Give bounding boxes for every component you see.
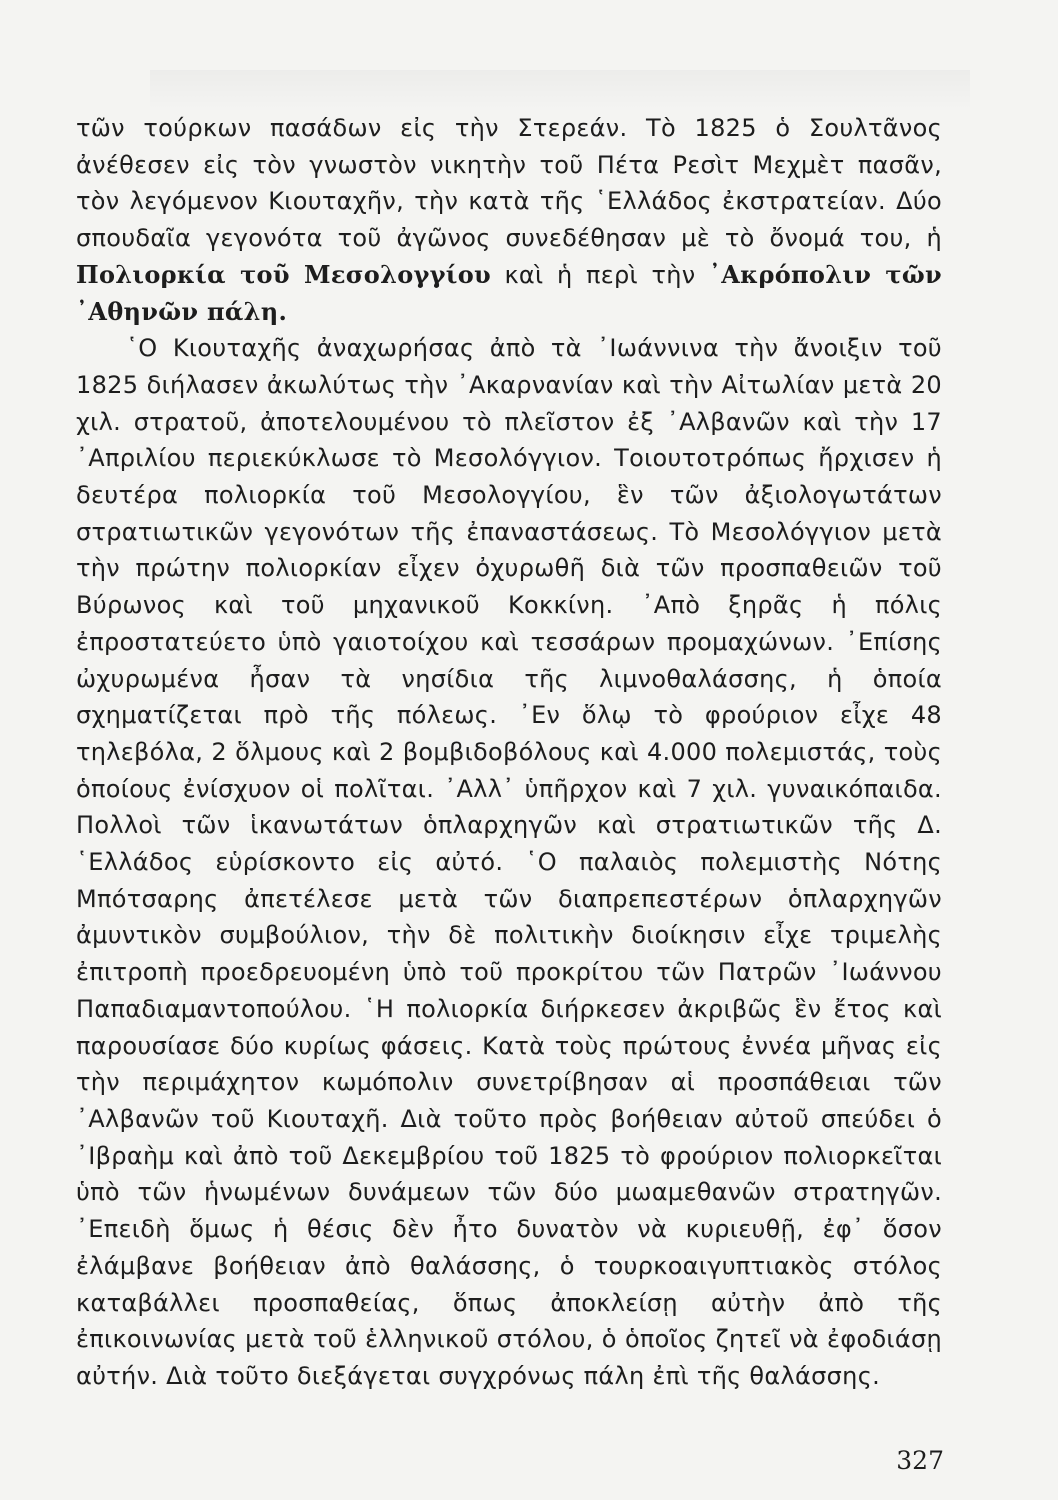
paragraph-2: ῾Ο Κιουταχῆς ἀναχωρήσας ἀπὸ τὰ ᾿Ιωάννινα τὴν ἄνοιξιν τοῦ 1825 διήλασεν ἀκωλύτως τὴν ᾿Ακαρνανίαν καὶ τὴν Αἰτωλίαν μετὰ 20 χιλ. στρατοῦ, ἀποτελουμένου τὸ πλεῖστον ἐξ ᾿Αλβανῶν καὶ τὴν 17 ᾿Απριλίου περιεκύκλωσε τὸ Μεσολόγγιον. Τοιουτοτρόπως ἤρχισεν ἡ δευτέρα πολιορκία τοῦ Μεσολογγίου, ἓν τῶν ἀξιολογωτάτων στρατιωτικῶν γεγονότων τῆς ἐπαναστάσεως. Τὸ Μεσολόγγιον μετὰ τὴν πρώτην πολιορκίαν εἶχεν ὀχυρωθῆ διὰ τῶν προσπαθειῶν τοῦ Βύρωνος καὶ τοῦ μηχανικοῦ Κοκκίνη. ᾿Απὸ ξηρᾶς ἡ πόλις ἐπροστατεύετο ὑπὸ γαιοτοίχου καὶ τεσσάρων προμαχώνων. ᾿Επίσης ὠχυρωμένα ἦσαν τὰ νησίδια τῆς λιμνοθαλάσσης, ἡ ὁποία σχηματίζεται πρὸ τῆς πόλεως. ᾿Εν ὅλῳ τὸ φρούριον εἶχε 48 τηλεβόλα, 2 ὅλμους καὶ 2 βομβιδοβόλους καὶ 4.000 πολεμιστάς, τοὺς ὁποίους ἐνίσχυον οἱ πολῖται. ᾿Αλλ᾿ ὑπῆρχον καὶ 7 χιλ. γυναικόπαιδα. Πολλοὶ τῶν ἱκανωτάτων ὁπλαρχηγῶν καὶ στρατιωτικῶν τῆς Δ. ῾Ελλάδος εὑρίσκοντο εἰς αὐτό. ῾Ο παλαιὸς πολεμιστὴς Νότης Μπότσαρης ἀπετέλεσε μετὰ τῶν διαπρεπεστέρων ὁπλαρχηγῶν ἀμυντικὸν συμβούλιον, τὴν δὲ πολιτικὴν διοίκησιν εἶχε τριμελὴς ἐπιτροπὴ προεδρευομένη ὑπὸ τοῦ προκρίτου τῶν Πατρῶν ᾿Ιωάννου Παπαδιαμαντοπούλου. ῾Η πολιορκία διήρκεσεν ἀκριβῶς ἓν ἔτος καὶ παρουσίασε δύο κυρίως φάσεις. Κατὰ τοὺς πρώτους ἐννέα μῆνας εἰς τὴν περιμάχητον κωμόπολιν συνετρίβησαν αἱ προσπάθειαι τῶν ᾿Αλβανῶν τοῦ Κιουταχῆ. Διὰ τοῦτο πρὸς βοήθειαν αὐτοῦ σπεύδει ὁ ᾿Ιβραὴμ καὶ ἀπὸ τοῦ Δεκεμβρίου τοῦ 1825 τὸ φρούριον πολιορκεῖται ὑπὸ τῶν ἡνωμένων δυνάμεων τῶν δύο μωαμεθανῶν στρατηγῶν. ᾿Επειδὴ ὅμως ἡ θέσις δὲν ἦτο δυνατὸν νὰ κυριευθῇ, ἐφ᾿ ὅσον ἐλάμβανε βοήθειαν ἀπὸ θαλάσσης, ὁ τουρκοαιγυπτιακὸς στόλος καταβάλλει προσπαθείας, ὅπως ἀποκλείσῃ αὐτὴν ἀπὸ τῆς ἐπικοινωνίας μετὰ τοῦ ἑλληνικοῦ στόλου, ὁ ὁποῖος ζητεῖ νὰ ἐφοδιάσῃ αὐτήν. Διὰ τοῦτο διεξάγεται συγχρόνως πάλη ἐπὶ τῆς θαλάσσης. <box>76 334 942 1390</box>
text-segment: καὶ ἡ περὶ τὴν <box>490 260 709 289</box>
show-through-shadow <box>150 70 970 110</box>
paragraph-1 <box>76 110 942 330</box>
body-text <box>76 110 942 1395</box>
bold-term-acropolis-struggle: ᾿Ακρόπολιν τῶν ᾿Αθηνῶν πάλη. <box>76 259 942 326</box>
text-segment: τῶν τούρκων πασάδων εἰς τὴν Στερεάν. Τὸ 1825 ὁ Σουλτᾶνος ἀνέθεσεν εἰς τὸν γνωστὸν νικητὴν τοῦ Πέτα Ρεσὶτ Μεχμὲτ πασᾶν, τὸν λεγόμενον Κιουταχῆν, τὴν κατὰ τῆς ῾Ελλάδος ἐκστρατείαν. Δύο σπουδαῖα γεγονότα τοῦ ἀγῶνος συνεδέθησαν μὲ τὸ ὄνομά του, ἡ <box>76 114 942 253</box>
bold-term-siege-of-missolonghi: Πολιορκία τοῦ Μεσολογγίου <box>76 259 491 289</box>
page-number: 327 <box>896 1446 944 1475</box>
